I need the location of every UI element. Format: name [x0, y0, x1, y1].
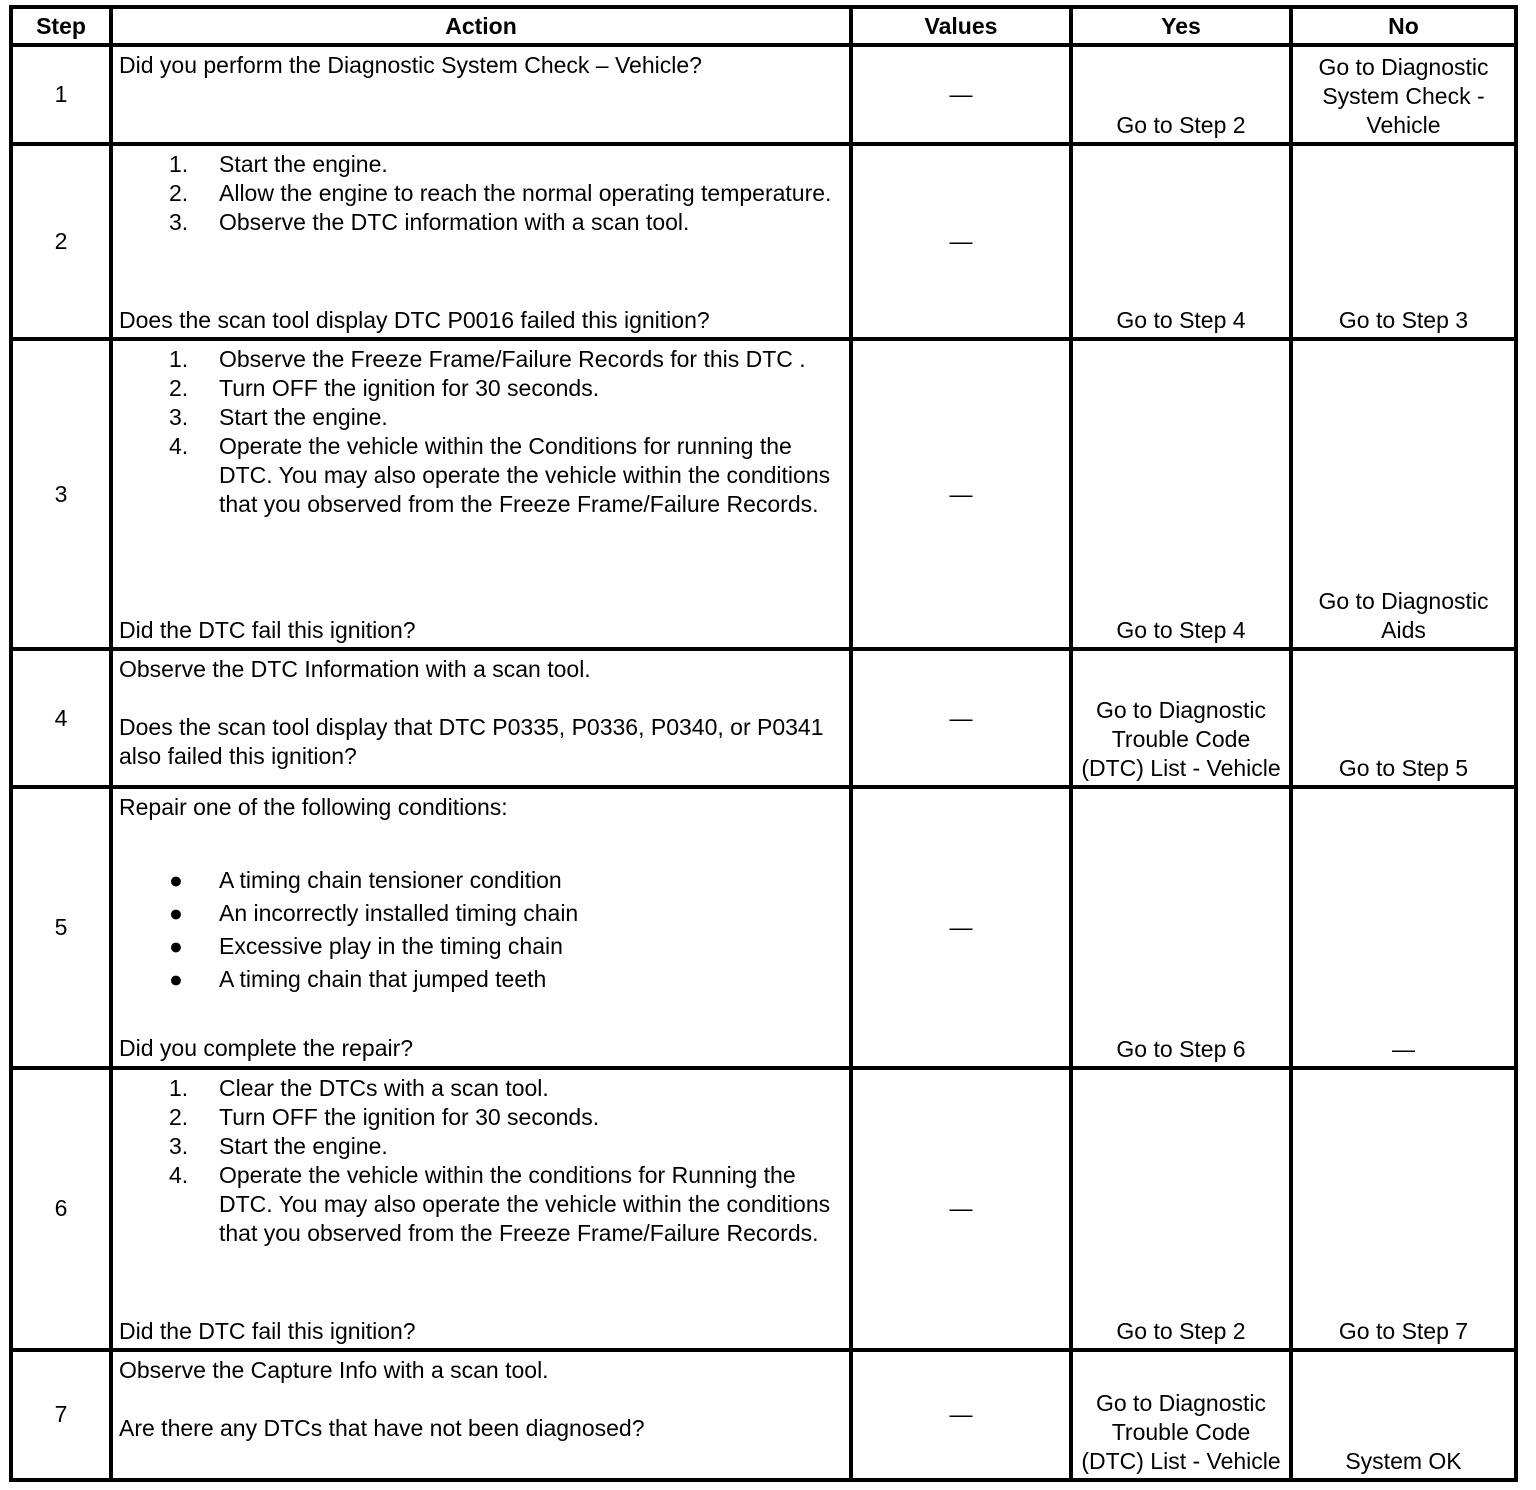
no-cell: Go to Step 5 — [1291, 649, 1516, 787]
diagnostic-table — [9, 5, 1518, 1482]
list-item: ● Excessive play in the timing chain — [169, 933, 563, 960]
step-number: 4 — [11, 649, 111, 787]
list-item: 2. Turn OFF the ignition for 30 seconds. — [169, 375, 600, 402]
header-action: Action — [111, 7, 851, 45]
action-cell — [111, 787, 851, 1067]
step-number: 6 — [11, 1068, 111, 1350]
list-item: 4. Operate the vehicle within the conditions for Running the DTC. You may also operate the vehicle within the conditions that you observed from the Freeze Frame/Failure Records. — [169, 1161, 831, 1246]
action-cell — [111, 144, 851, 339]
no-cell: Go to Step 3 — [1291, 144, 1516, 339]
step-number: 3 — [11, 339, 111, 649]
value-cell: — — [851, 649, 1071, 787]
no-cell: Go to Diagnostic System Check - Vehicle — [1291, 45, 1516, 144]
action-cell — [111, 1350, 851, 1480]
value-cell: — — [851, 144, 1071, 339]
action-cell — [111, 649, 851, 787]
table-row — [11, 1068, 1516, 1350]
yes-cell: Go to Step 2 — [1071, 1068, 1291, 1350]
step-number: 1 — [11, 45, 111, 144]
yes-cell: Go to Diagnostic Trouble Code (DTC) List - Vehicle — [1071, 649, 1291, 787]
no-cell: Go to Step 7 — [1291, 1068, 1516, 1350]
list-item: ● An incorrectly installed timing chain — [169, 900, 579, 927]
action-cell — [111, 45, 851, 144]
header-row — [11, 7, 1516, 45]
no-cell: Go to Diagnostic Aids — [1291, 339, 1516, 649]
value-cell: — — [851, 339, 1071, 649]
value-cell: — — [851, 45, 1071, 144]
action-question: Does the scan tool display that DTC P0335, P0336, P0340, or P0341 also failed this ignition? — [119, 714, 824, 770]
action-question: Did the DTC fail this ignition? — [119, 1317, 416, 1344]
list-item: 3. Start the engine. — [169, 404, 388, 431]
action-intro: Did you perform the Diagnostic System Check – Vehicle? — [119, 52, 702, 78]
header-yes: Yes — [1071, 7, 1291, 45]
table-row — [11, 649, 1516, 787]
yes-cell: Go to Step 6 — [1071, 787, 1291, 1067]
action-intro: Observe the Capture Info with a scan tool. — [119, 1356, 549, 1383]
step-number: 2 — [11, 144, 111, 339]
no-cell: — — [1291, 787, 1516, 1067]
yes-cell: Go to Diagnostic Trouble Code (DTC) List - Vehicle — [1071, 1350, 1291, 1480]
value-cell: — — [851, 1068, 1071, 1350]
action-question: Does the scan tool display DTC P0016 failed this ignition? — [119, 307, 710, 334]
list-item: ● A timing chain tensioner condition — [169, 867, 562, 894]
list-item: 3. Start the engine. — [169, 1132, 388, 1159]
action-steps — [119, 150, 843, 237]
action-question: Did the DTC fail this ignition? — [119, 617, 416, 644]
list-item: 4. Operate the vehicle within the Conditions for running the DTC. You may also operate the vehicle within the conditions that you observed from the Freeze Frame/Failure Records. — [169, 433, 831, 518]
list-item: 1. Observe the Freeze Frame/Failure Records for this DTC . — [169, 346, 806, 373]
action-steps — [119, 1074, 843, 1248]
list-item: 2. Allow the engine to reach the normal operating temperature. — [169, 180, 832, 207]
action-question: Are there any DTCs that have not been diagnosed? — [119, 1414, 645, 1441]
yes-cell: Go to Step 4 — [1071, 339, 1291, 649]
table-row — [11, 787, 1516, 1067]
action-question: Did you complete the repair? — [119, 1035, 414, 1062]
header-no: No — [1291, 7, 1516, 45]
header-step: Step — [11, 7, 111, 45]
list-item: 2. Turn OFF the ignition for 30 seconds. — [169, 1103, 600, 1130]
list-item: 1. Clear the DTCs with a scan tool. — [169, 1074, 549, 1101]
list-item: 1. Start the engine. — [169, 151, 388, 178]
table-row — [11, 45, 1516, 144]
action-cell — [111, 339, 851, 649]
table-row — [11, 339, 1516, 649]
action-intro: Observe the DTC Information with a scan tool. — [119, 656, 591, 683]
header-values: Values — [851, 7, 1071, 45]
value-cell: — — [851, 1350, 1071, 1480]
no-cell: System OK — [1291, 1350, 1516, 1480]
yes-cell: Go to Step 4 — [1071, 144, 1291, 339]
action-cell — [111, 1068, 851, 1350]
action-steps — [119, 345, 843, 519]
table-row — [11, 1350, 1516, 1480]
step-number: 5 — [11, 787, 111, 1067]
condition-list — [119, 866, 843, 994]
action-intro: Repair one of the following conditions: — [119, 794, 508, 821]
yes-cell: Go to Step 2 — [1071, 45, 1291, 144]
value-cell: — — [851, 787, 1071, 1067]
table-row — [11, 144, 1516, 339]
list-item: ● A timing chain that jumped teeth — [169, 966, 547, 993]
list-item: 3. Observe the DTC information with a scan tool. — [169, 209, 690, 236]
step-number: 7 — [11, 1350, 111, 1480]
